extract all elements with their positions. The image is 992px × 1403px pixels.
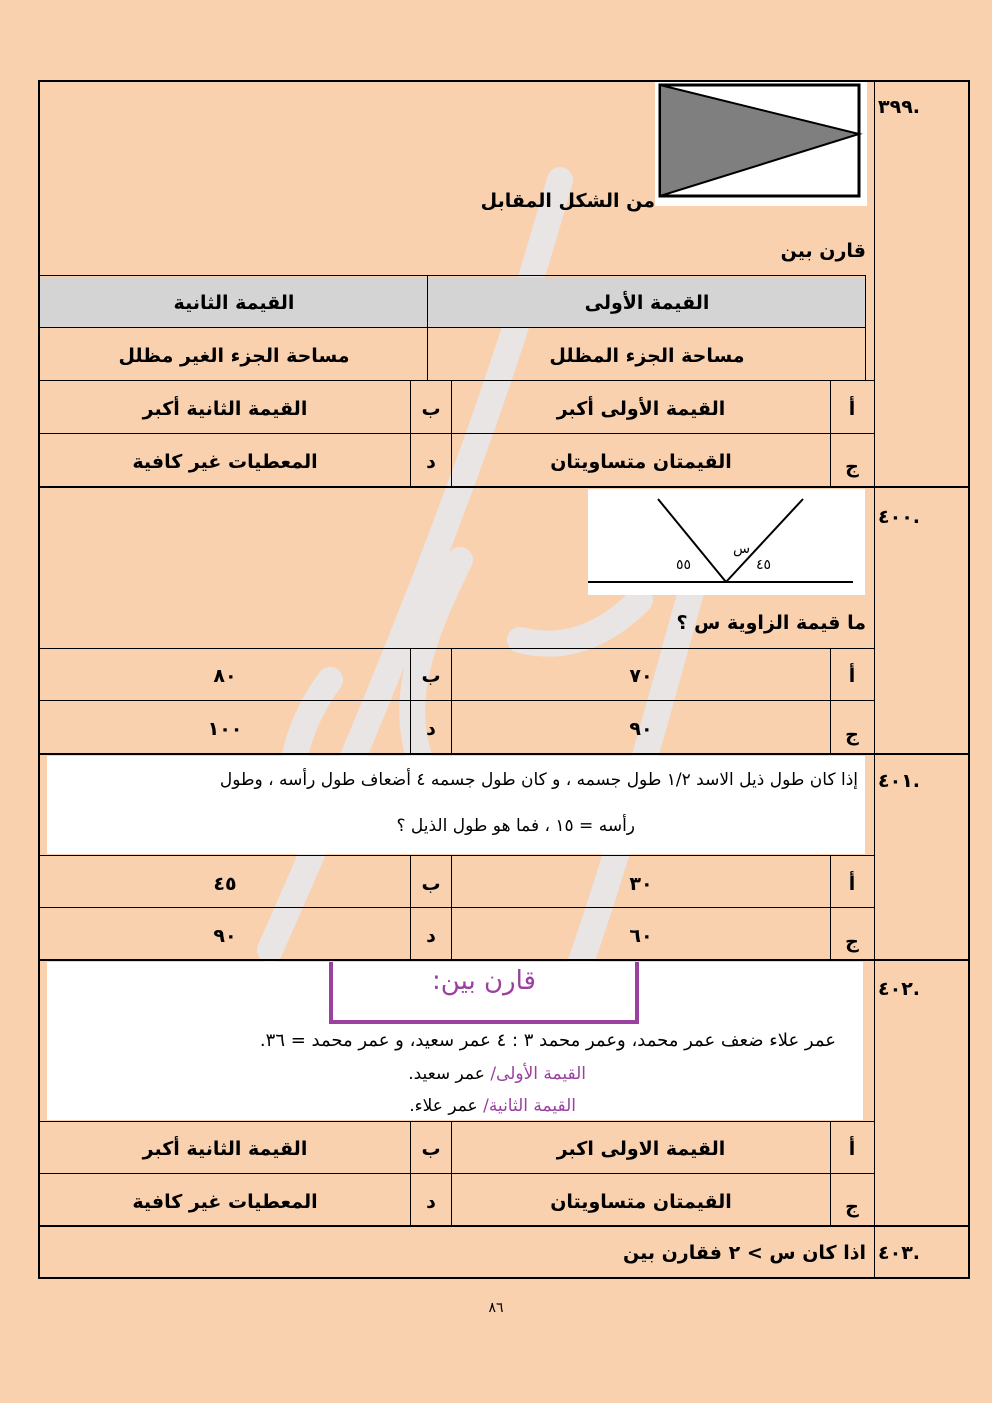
option-c[interactable]: القيمتان متساويتان xyxy=(550,451,732,473)
option-letter: ج xyxy=(845,456,859,478)
option-a[interactable]: ٧٠ xyxy=(629,665,653,687)
q402-title: قارن بين: xyxy=(432,966,536,996)
option-c[interactable]: القيمتان متساويتان xyxy=(550,1191,732,1213)
option-letter: ج xyxy=(845,931,859,953)
q399-figure xyxy=(655,82,867,206)
option-d[interactable]: المعطيات غير كافية xyxy=(132,1191,318,1213)
q401-number: .٤٠١ xyxy=(878,770,921,792)
option-letter: أ xyxy=(848,1138,856,1160)
option-d[interactable]: المعطيات غير كافية xyxy=(132,451,318,473)
q399-compare: قارن بين xyxy=(780,240,866,262)
q402-statement: عمر علاء ضعف عمر محمد، وعمر محمد ٣ : ٤ عمر سعيد، و عمر محمد = ٣٦. xyxy=(259,1030,836,1051)
angle-left-label: ٥٥ xyxy=(676,557,692,573)
first-value-header: القيمة الأولى xyxy=(584,292,710,314)
option-a[interactable]: ٣٠ xyxy=(629,873,653,895)
q400-figure xyxy=(588,489,865,595)
option-a[interactable]: القيمة الاولى اكبر xyxy=(556,1138,726,1160)
page-number: ٨٦ xyxy=(488,1300,504,1316)
q402-first-line xyxy=(330,1064,586,1084)
option-letter: د xyxy=(426,718,436,740)
second-value-text: عمر علاء. xyxy=(409,1096,478,1116)
option-letter: أ xyxy=(848,665,856,687)
second-value-label: القيمة الثانية/ xyxy=(483,1096,576,1116)
first-value: مساحة الجزء المظلل xyxy=(549,345,745,367)
option-d[interactable]: ٩٠ xyxy=(213,925,237,947)
option-letter: ج xyxy=(845,724,859,746)
q401-line1: إذا كان طول ذيل الاسد ١/٢ طول جسمه ، و كان طول جسمه ٤ أضعاف طول رأسه ، وطول xyxy=(219,770,858,790)
option-letter: أ xyxy=(848,398,856,420)
option-c[interactable]: ٦٠ xyxy=(629,925,653,947)
option-a[interactable]: القيمة الأولى أكبر xyxy=(556,398,726,420)
q399-prompt: من الشكل المقابل xyxy=(480,190,655,212)
q403-number: .٤٠٣ xyxy=(878,1242,921,1264)
angle-x-label: س xyxy=(733,541,751,557)
option-letter: ب xyxy=(421,398,441,420)
q401-line2: رأسه = ١٥ ، فما هو طول الذيل ؟ xyxy=(396,816,635,836)
q402-second-line xyxy=(330,1096,576,1116)
option-letter: ب xyxy=(421,873,441,895)
q403-question: اذا كان س > ٢ فقارن بين xyxy=(622,1242,866,1264)
option-letter: د xyxy=(426,1191,436,1213)
option-letter: د xyxy=(426,451,436,473)
option-d[interactable]: ١٠٠ xyxy=(207,718,243,740)
q400-number: .٤٠٠ xyxy=(878,506,921,528)
second-value: مساحة الجزء الغير مظلل xyxy=(118,345,350,367)
option-c[interactable]: ٩٠ xyxy=(629,718,653,740)
option-b[interactable]: ٤٥ xyxy=(213,873,237,895)
option-b[interactable]: القيمة الثانية أكبر xyxy=(142,1138,308,1160)
first-value-text: عمر سعيد. xyxy=(408,1064,485,1084)
q402-number: .٤٠٢ xyxy=(878,978,921,1000)
q399-number: .٣٩٩ xyxy=(878,96,921,118)
second-value-header: القيمة الثانية xyxy=(173,292,295,314)
angle-right-label: ٤٥ xyxy=(756,557,772,573)
option-letter: ب xyxy=(421,1138,441,1160)
option-b[interactable]: ٨٠ xyxy=(213,665,237,687)
q400-question: ما قيمة الزاوية س ؟ xyxy=(676,612,866,634)
option-letter: ب xyxy=(421,665,441,687)
option-letter: ج xyxy=(845,1196,859,1218)
option-letter: أ xyxy=(848,873,856,895)
option-letter: د xyxy=(426,925,436,947)
option-b[interactable]: القيمة الثانية أكبر xyxy=(142,398,308,420)
first-value-label: القيمة الأولى/ xyxy=(490,1064,586,1084)
